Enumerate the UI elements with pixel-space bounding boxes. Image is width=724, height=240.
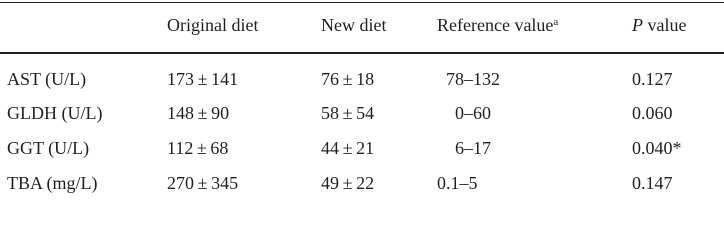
cell-new-diet: 76 ± 18 [321,69,375,89]
row-label: GGT (U/L) [7,138,90,158]
footnote-marker-a: a [553,16,559,28]
cell-reference-value: 0.1–5 [437,173,478,193]
cell-original-diet: 112 ± 68 [167,138,229,158]
cell-reference-value: 6–17 [455,138,491,158]
cell-p-value: 0.147 [632,173,673,193]
cell-p-value: 0.040* [632,138,682,158]
cell-original-diet: 148 ± 90 [167,103,230,123]
cell-original-diet: 270 ± 345 [167,173,239,193]
row-label: AST (U/L) [7,69,87,89]
header-divider-rule [0,52,724,54]
header-original-diet: Original diet [167,15,259,35]
header-new-diet: New diet [321,15,387,35]
cell-new-diet: 49 ± 22 [321,173,375,193]
header-p-value [632,14,686,36]
row-label: GLDH (U/L) [7,103,103,123]
cell-new-diet: 44 ± 21 [321,138,375,158]
cell-reference-value: 0–60 [455,103,491,123]
cell-p-value: 0.060 [632,103,673,123]
cell-original-diet: 173 ± 141 [167,69,239,89]
cell-reference-value: 78–132 [446,69,500,89]
table-top-rule [0,2,724,3]
header-reference-value [437,14,558,36]
header-p-value-text: value [643,15,687,35]
header-p-symbol: P [632,15,643,35]
cell-new-diet: 58 ± 54 [321,103,375,123]
header-reference-value-text: Reference value [437,15,554,35]
row-label: TBA (mg/L) [7,173,98,193]
cell-p-value: 0.127 [632,69,673,89]
